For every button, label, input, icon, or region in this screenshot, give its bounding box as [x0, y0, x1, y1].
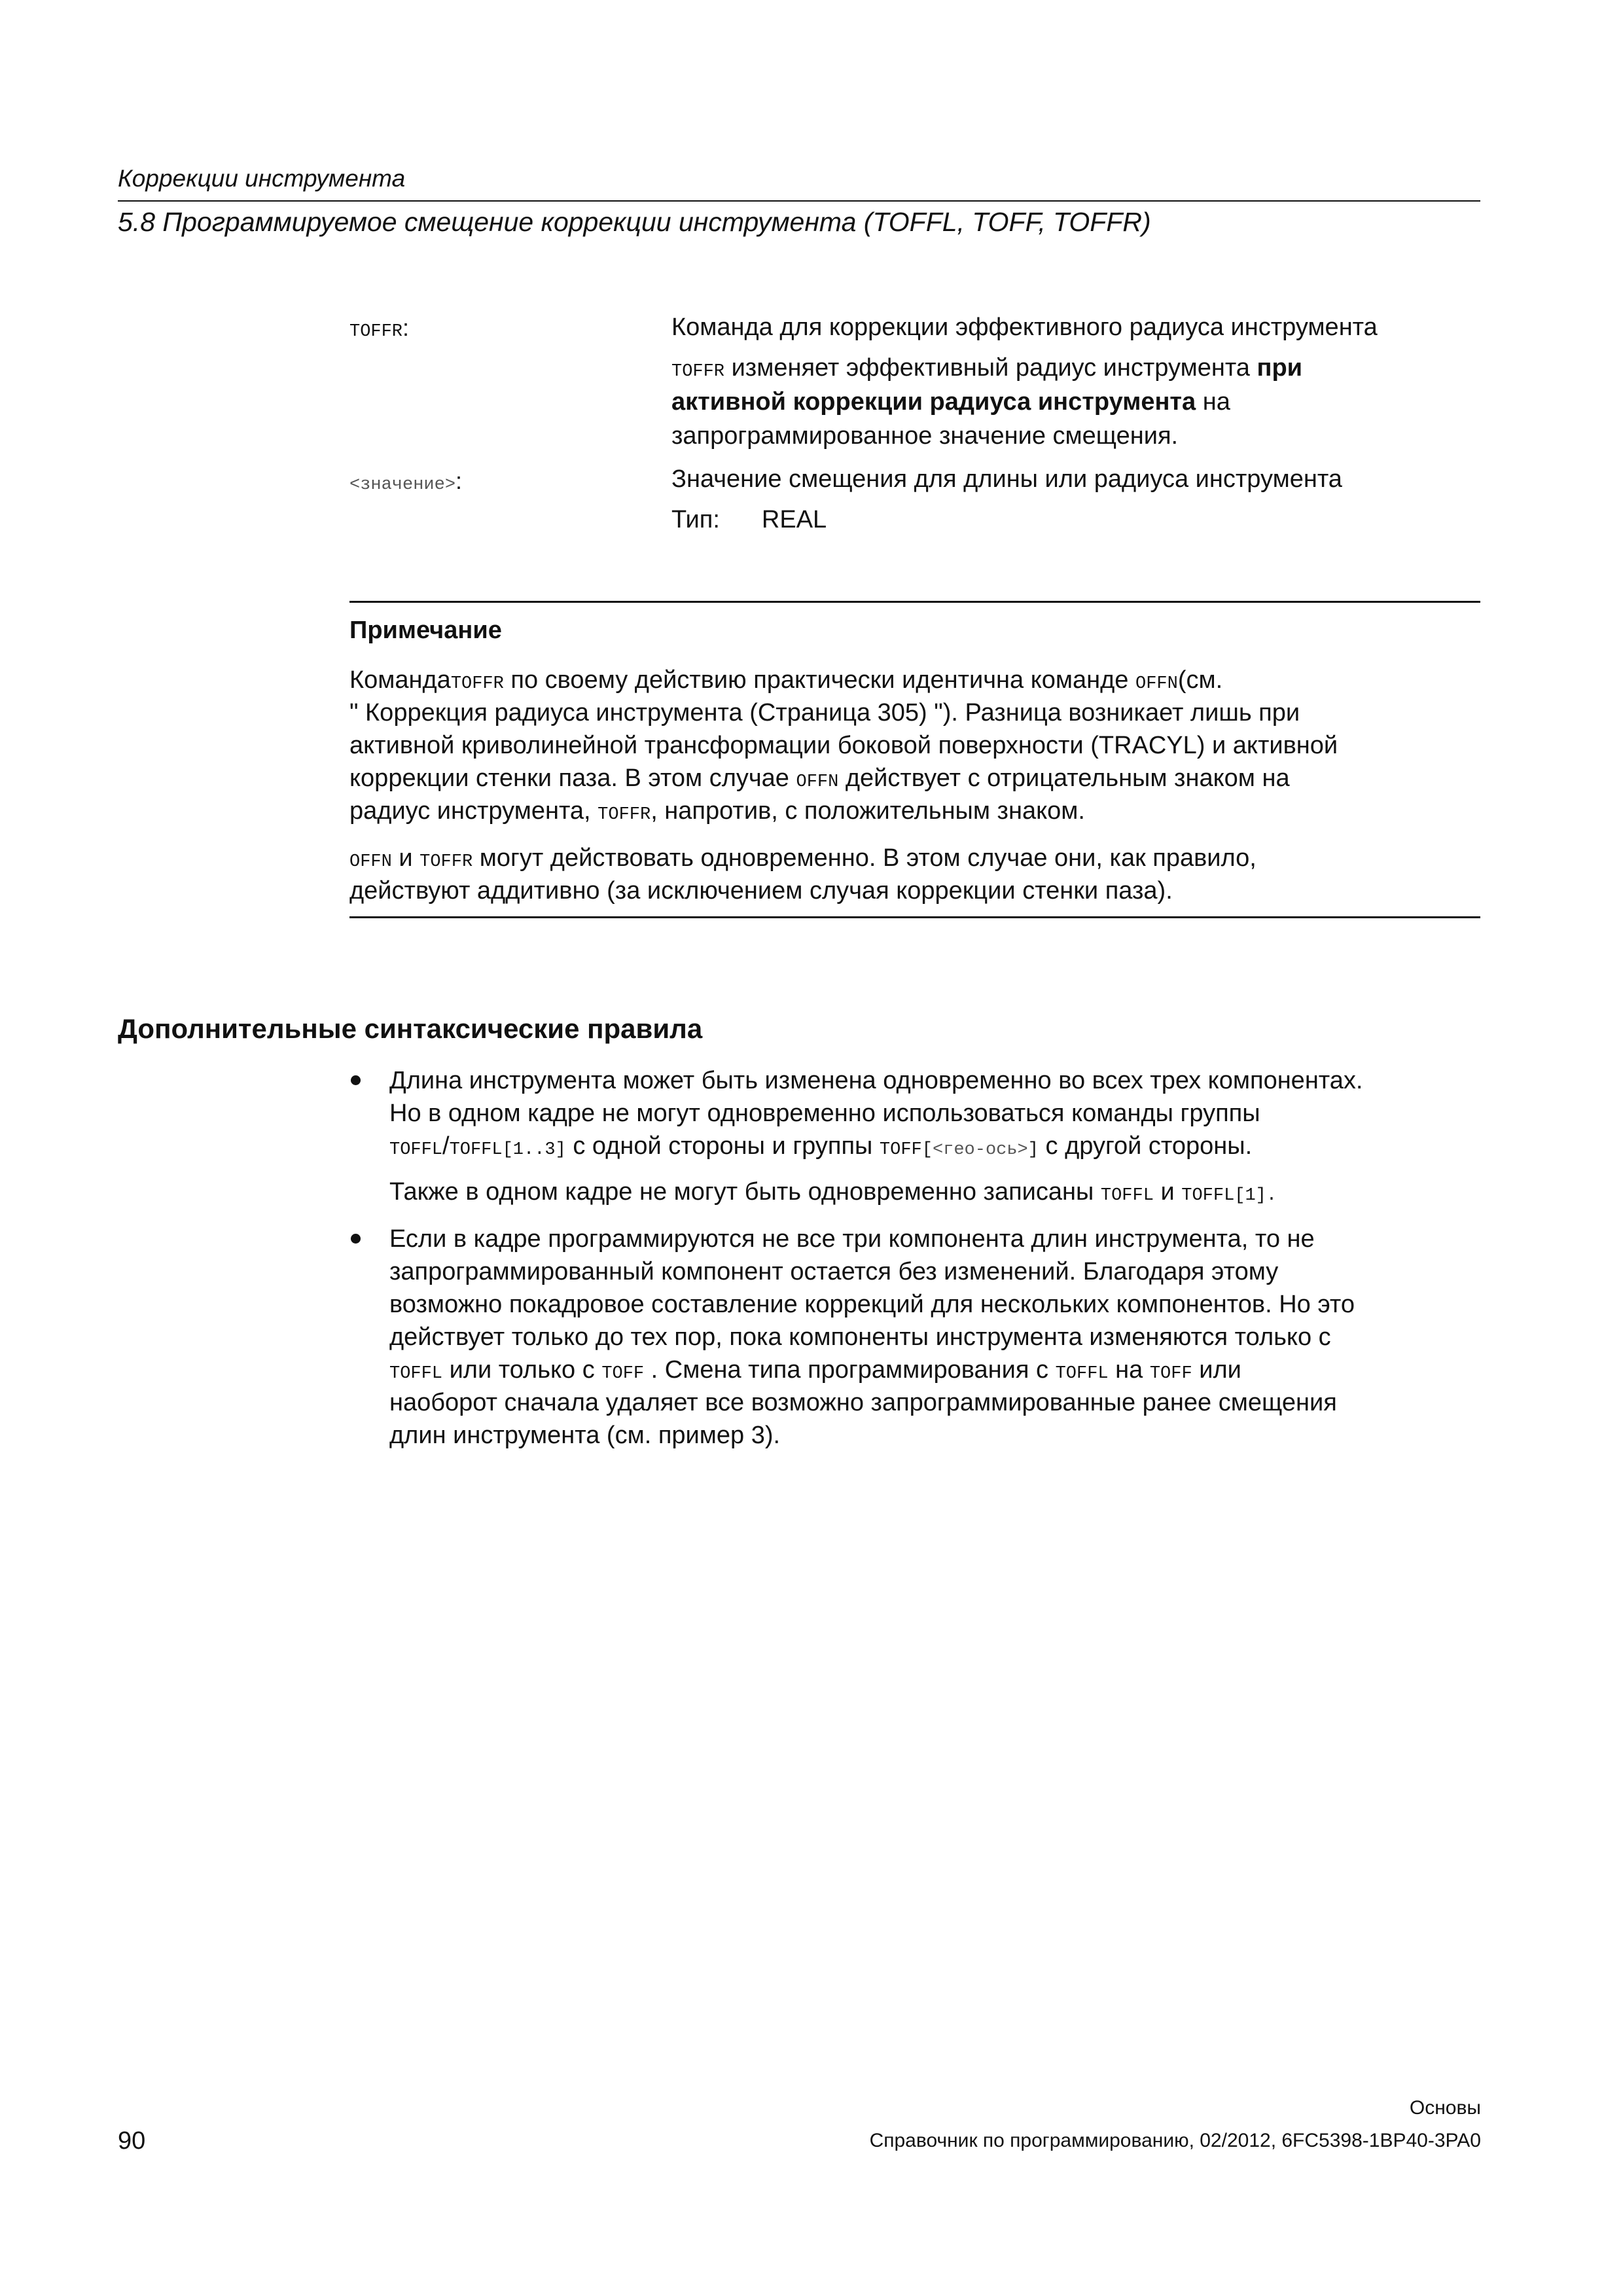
note-text: по своему действию практически идентична команде — [503, 666, 1136, 694]
definition-toffr-line1: Команда для коррекции эффективного радиуса инструмента — [671, 314, 1378, 341]
code-toffr: TOFFR — [419, 852, 473, 872]
syntax-item1-line3 — [389, 1130, 1252, 1166]
code-toffl: TOFFL — [389, 1364, 443, 1384]
note-text: могут действовать одновременно. В этом случае они, как правило, — [473, 844, 1257, 872]
note-text: и — [391, 844, 420, 872]
code-toffl-1: TOFFL[1] — [1181, 1186, 1266, 1206]
term-colon: : — [455, 467, 463, 494]
term-colon: : — [402, 314, 410, 341]
note-bottom-rule — [349, 916, 1480, 918]
item-text: или только с — [442, 1356, 602, 1384]
definition-term-value — [349, 467, 462, 495]
item-text: Также в одном кадре не могут быть одновременно записаны — [389, 1178, 1101, 1206]
code-toffr: TOFFR — [597, 805, 651, 825]
definition-value-type — [671, 503, 827, 537]
syntax-item2-line2: запрограммированный компонент остается без изменений. Благодаря этому — [389, 1258, 1279, 1285]
definition-term-toffr — [349, 314, 409, 342]
syntax-item2-line4: действует только до тех пор, пока компоненты инструмента изменяются только с — [389, 1323, 1331, 1351]
bold-emphasis: активной коррекции радиуса инструмента — [671, 388, 1196, 416]
definition-text: на — [1196, 388, 1230, 416]
running-header-chapter: Коррекции инструмента — [118, 165, 406, 192]
note-text: , напротив, с положительным знаком. — [651, 797, 1085, 825]
period: . — [1266, 1186, 1277, 1206]
definition-toffr-line3 — [671, 385, 1230, 419]
running-header-section: 5.8 Программируемое смещение коррекции инструмента (TOFFL, TOFF, TOFFR) — [118, 207, 1151, 237]
page-number: 90 — [118, 2127, 146, 2155]
note-p2-line1 — [349, 842, 1257, 878]
definition-value-line1: Значение смещения для длины или радиуса инструмента — [671, 465, 1342, 493]
code-offn: OFFN — [796, 772, 839, 792]
code-toffr: TOFFR — [671, 362, 725, 382]
note-text: (см. — [1177, 666, 1223, 694]
note-top-rule — [349, 601, 1480, 603]
type-value: REAL — [761, 506, 827, 533]
syntax-item1-line1: Длина инструмента может быть изменена одновременно во всех трех компонентах. — [389, 1067, 1363, 1094]
bullet-icon — [351, 1234, 361, 1244]
note-p1-line5 — [349, 795, 1085, 831]
syntax-item1-line4 — [389, 1175, 1277, 1212]
code-offn: OFFN — [1135, 674, 1178, 694]
definition-text: изменяет эффективный радиус инструмента — [724, 354, 1257, 382]
bullet-icon — [351, 1075, 361, 1085]
syntax-item2-line1: Если в кадре программируются не все три компонента длин инструмента, то не — [389, 1225, 1315, 1253]
code-toff: TOFF — [1149, 1364, 1192, 1384]
note-text: Команда — [349, 666, 451, 694]
note-p1-line4 — [349, 762, 1290, 798]
note-p2-line2: действуют аддитивно (за исключением случая коррекции стенки паза). — [349, 877, 1173, 905]
footer-book-title: Основы — [1409, 2097, 1481, 2119]
bold-emphasis: при — [1257, 354, 1303, 382]
code-toffr: TOFFR — [450, 674, 504, 694]
type-label: Тип: — [671, 506, 720, 533]
definition-toffr-line2 — [671, 351, 1302, 389]
item-text: и — [1153, 1178, 1182, 1206]
item-text: на — [1108, 1356, 1150, 1384]
syntax-item2-line5 — [389, 1354, 1241, 1390]
item-text: . Смена типа программирования с — [644, 1356, 1056, 1384]
section-heading: Дополнительные синтаксические правила — [118, 1013, 703, 1044]
item-text: с другой стороны. — [1038, 1132, 1253, 1160]
code-toffl: TOFFL — [389, 1140, 443, 1160]
syntax-item2-line7: длин инструмента (см. пример 3). — [389, 1422, 781, 1449]
syntax-item2-line6: наоборот сначала удаляет все возможно запрограммированные ранее смещения — [389, 1389, 1337, 1416]
note-p1-line1 — [349, 664, 1222, 700]
item-text: с одной стороны и группы — [565, 1132, 880, 1160]
code-geo-axis: <гео-ось> — [932, 1140, 1028, 1160]
item-text: или — [1192, 1356, 1241, 1384]
code-toff: TOFF — [601, 1364, 645, 1384]
note-p1-line3: активной криволинейной трансформации боковой поверхности (TRACYL) и активной — [349, 732, 1338, 759]
slash: / — [442, 1132, 450, 1160]
note-text: действует с отрицательным знаком на — [838, 764, 1290, 792]
footer-reference: Справочник по программированию, 02/2012, 6FC5398-1BP40-3PA0 — [869, 2130, 1481, 2151]
code-term: TOFFR — [349, 322, 403, 342]
code-toffl: TOFFL — [1055, 1364, 1109, 1384]
header-divider — [118, 200, 1480, 202]
code-toff-close: ] — [1027, 1140, 1039, 1160]
code-toff-open: TOFF[ — [879, 1140, 933, 1160]
note-text: радиус инструмента, — [349, 797, 598, 825]
code-term: <значение> — [349, 475, 456, 495]
note-title: Примечание — [349, 617, 502, 644]
code-offn: OFFN — [349, 852, 392, 872]
syntax-item2-line3: возможно покадровое составление коррекций для нескольких компонентов. Но это — [389, 1291, 1355, 1318]
code-toffl: TOFFL — [1100, 1186, 1154, 1206]
definition-toffr-line4: запрограммированное значение смещения. — [671, 422, 1179, 450]
note-p1-line2: " Коррекция радиуса инструмента (Страница 305) "). Разница возникает лишь при — [349, 699, 1300, 726]
code-toffl-range: TOFFL[1..3] — [449, 1140, 566, 1160]
note-text: коррекции стенки паза. В этом случае — [349, 764, 796, 792]
syntax-item1-line2: Но в одном кадре не могут одновременно использоваться команды группы — [389, 1100, 1260, 1127]
